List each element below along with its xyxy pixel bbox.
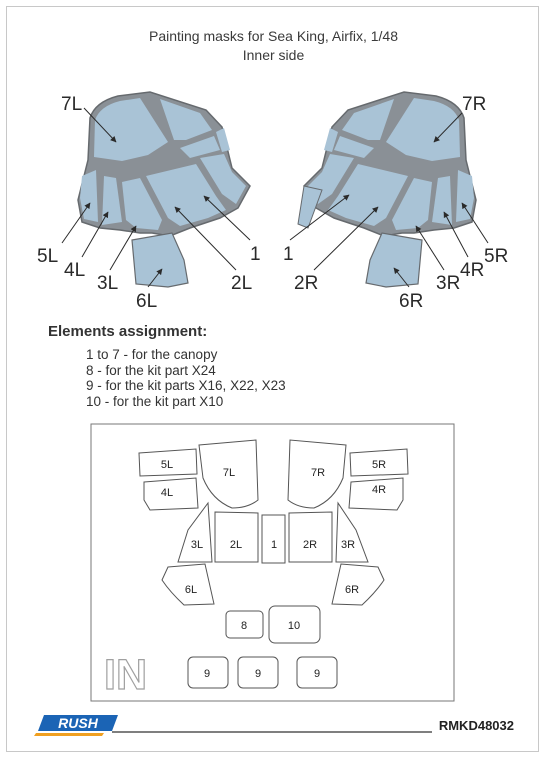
assignment-line: 1 to 7 - for the canopy	[86, 347, 218, 362]
rush-logo	[34, 713, 118, 737]
inner-side-mark: IN	[104, 651, 147, 699]
callout-6l: 6L	[136, 291, 158, 312]
logo-text: RUSH	[58, 715, 98, 731]
mask-label-6r: 6R	[344, 584, 360, 596]
callout-4l: 4L	[64, 260, 86, 281]
pane-6l	[132, 233, 188, 287]
callout-2l: 2L	[231, 273, 253, 294]
mask-label-2r: 2R	[302, 539, 318, 551]
callout-4r: 4R	[460, 260, 485, 281]
mask-label-5r: 5R	[371, 459, 387, 471]
callout-3l: 3L	[97, 273, 119, 294]
product-code: RMKD48032	[438, 718, 514, 733]
callout-7r: 7R	[462, 94, 487, 115]
page-title: Painting masks for Sea King, Airfix, 1/48	[148, 28, 398, 44]
callout-5l: 5L	[37, 246, 59, 267]
right-canopy-half	[298, 92, 476, 287]
leader-3l	[110, 226, 136, 270]
mask-label-10: 10	[287, 620, 301, 632]
mask-label-9-c: 9	[313, 668, 321, 680]
assignment-list	[86, 347, 286, 409]
mask-label-6l: 6L	[184, 584, 198, 596]
mask-label-7r: 7R	[310, 467, 326, 479]
callout-6r: 6R	[399, 291, 424, 312]
page-subtitle: Inner side	[242, 47, 305, 63]
logo-swoosh	[34, 733, 104, 736]
assignment-line: 10 - for the kit part X10	[86, 393, 224, 409]
assignment-line: 8 - for the kit part X24	[86, 362, 216, 378]
mask-sheet	[91, 424, 454, 701]
mask-label-4l: 4L	[160, 487, 174, 499]
mask-label-9-b: 9	[254, 668, 262, 680]
callout-3r: 3R	[436, 273, 461, 294]
assignment-line: 9 - for the kit parts X16, X22, X23	[86, 378, 286, 393]
mask-label-2l: 2L	[229, 539, 243, 551]
mask-label-4r: 4R	[371, 484, 387, 496]
mask-label-3r: 3R	[340, 539, 356, 551]
mask-label-1: 1	[270, 539, 278, 551]
callout-7l: 7L	[61, 94, 83, 115]
mask-label-8: 8	[240, 620, 248, 632]
mask-label-5l: 5L	[160, 459, 174, 471]
mask-label-9-a: 9	[203, 668, 211, 680]
assignment-heading: Elements assignment:	[48, 323, 208, 340]
mask-label-3l: 3L	[190, 539, 204, 551]
mask-2l	[215, 512, 258, 562]
mask-label-7l: 7L	[222, 467, 236, 479]
callout-1-right: 1	[283, 244, 294, 265]
callout-5r: 5R	[484, 246, 509, 267]
mask-2r	[289, 512, 332, 562]
callout-2r: 2R	[294, 273, 319, 294]
callout-1-left: 1	[250, 244, 261, 265]
pane-6r	[366, 233, 422, 287]
